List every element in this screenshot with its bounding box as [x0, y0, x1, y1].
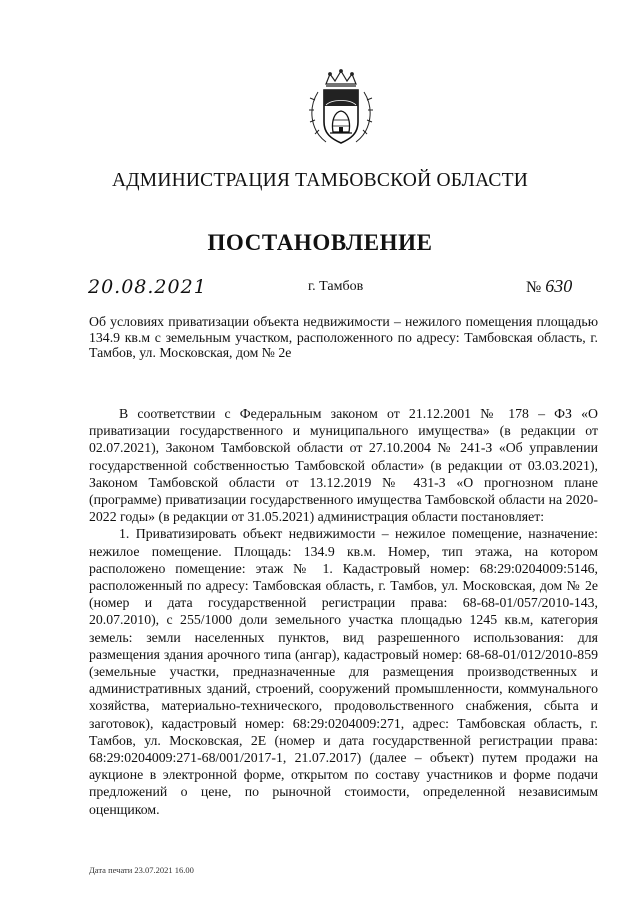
document-body — [89, 405, 598, 818]
crown-icon — [326, 70, 356, 86]
document-city: г. Тамбов — [308, 279, 364, 294]
document-subject: Об условиях приватизации объекта недвижимости – нежилого помещения площадью 134.9 кв.м с земельным участком, расположенного по адресу: Тамбовская область, г. Тамбов, ул. Московская, дом № 2е — [89, 314, 598, 360]
document-type-title: ПОСТАНОВЛЕНИЕ — [207, 230, 433, 255]
coat-of-arms-emblem — [306, 68, 376, 148]
organization-name: АДМИНИСТРАЦИЯ ТАМБОВСКОЙ ОБЛАСТИ — [112, 170, 528, 191]
number-value: 630 — [545, 276, 573, 296]
shield-icon — [324, 90, 358, 143]
preamble-paragraph: В соответствии с Федеральным законом от 21.12.2001 № 178 – ФЗ «О приватизации государственного и муниципального имущества» (в редакции от 02.07.2021), Законом Тамбовской области от 27.10.2004 № 241-З «Об управлении государственной собственностью Тамбовской области» (в редакции от 03.03.2021), Законом Тамбовской области от 13.12.2019 № 431-З «О прогнозном плане (программе) приватизации государственного имущества Тамбовской области на 2020-2022 годы» (в редакции от 31.05.2021) администрация области постановляет: — [89, 406, 598, 525]
print-date-footer: Дата печати 23.07.2021 16.00 — [89, 865, 194, 875]
document-number — [526, 276, 572, 297]
document-date: 20.08.2021 — [88, 276, 207, 298]
clause-1-paragraph: 1. Приватизировать объект недвижимости – нежилое помещение, назначение: нежилое помещение. Площадь: 134.9 кв.м. Номер, тип этажа, на котором расположено помещение: этаж № 1. Кадастровый номер: 68:29:0204009:5146, расположенный по адресу: Тамбовская область, г. Тамбов, ул. Московская, дом № 2е (номер и дата государственной регистрации права: 68-68-01/057/2010-143, 20.07.2010), с 255/1000 доли земельного участка площадью 1245 кв.м, категория земель: земли населенных пунктов, вид разрешенного использования: для размещения здания арочного типа (ангар), кадастровый номер: 68-68-01/012/2010-859 (земельные участки, предназначенные для размещения производственных и административных зданий, строений, сооружений промышленности, коммунального хозяйства, материально-технического, продовольственного снабжения, сбыта и заготовок), кадастровый номер: 68:29:0204009:271, адрес: Тамбовская область, г. Тамбов, ул. Московская, 2Е (номер и дата государственной регистрации права: 68:29:0204009:271-68/001/2017-1, 21.07.2017) (далее – объект) путем продажи на аукционе в электронной форме, открытом по составу участников и форме подачи предложений о цене, по рыночной стоимости, определенной независимым оценщиком. — [89, 526, 598, 817]
number-sign: № — [526, 279, 542, 296]
